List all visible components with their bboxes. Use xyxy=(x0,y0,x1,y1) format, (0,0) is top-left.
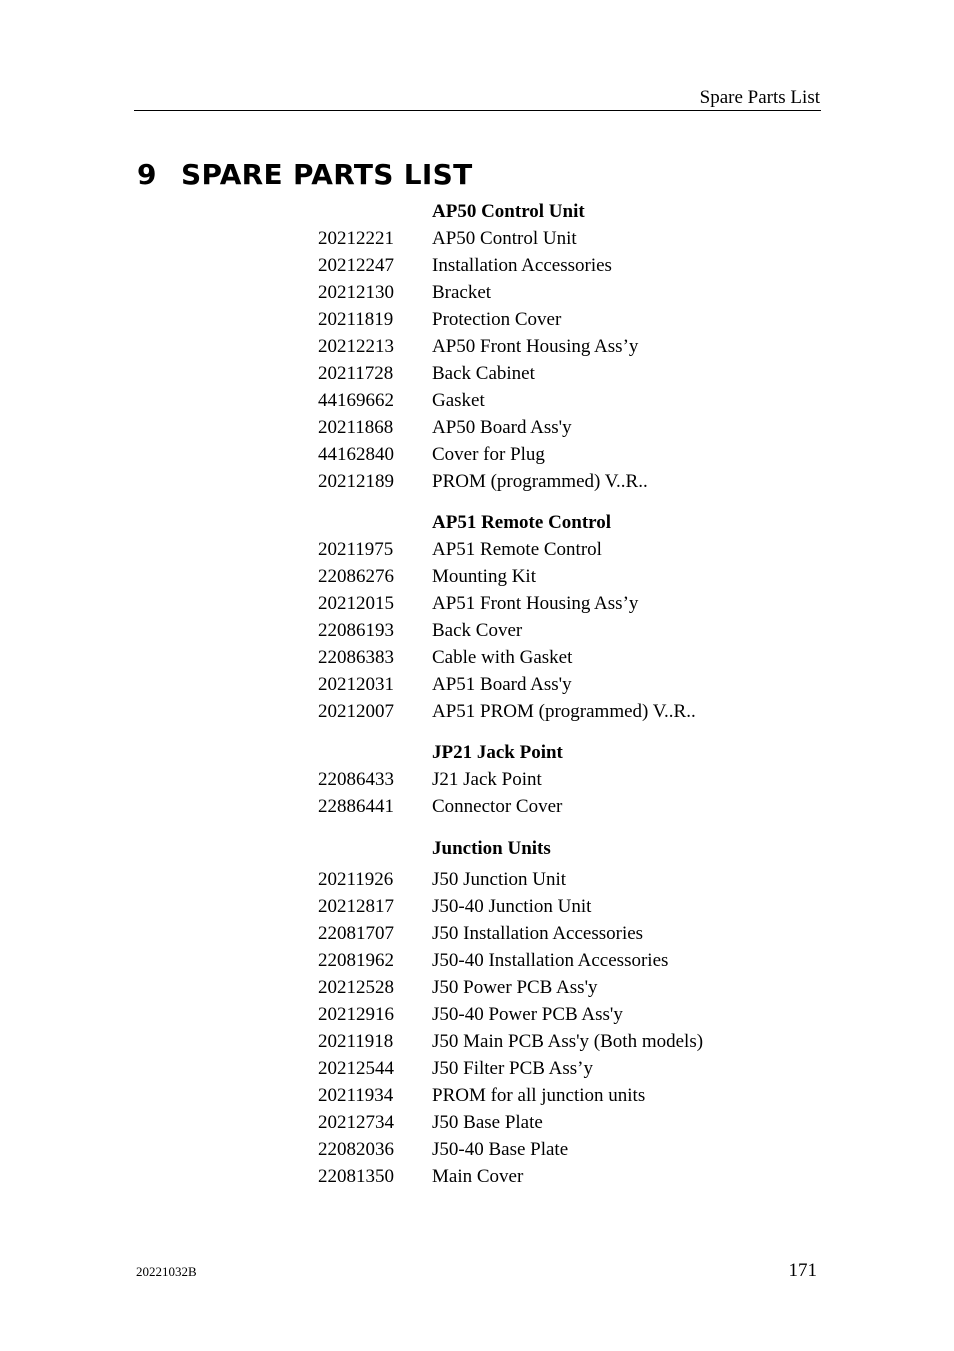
part-row xyxy=(0,565,954,589)
part-row xyxy=(0,646,954,670)
part-description: AP50 Front Housing Ass’y xyxy=(432,336,639,357)
part-row xyxy=(0,895,954,919)
part-row xyxy=(0,1084,954,1108)
part-description: J50 Main PCB Ass'y (Both models) xyxy=(432,1031,704,1052)
part-row xyxy=(0,949,954,973)
part-description: Cable with Gasket xyxy=(432,647,573,668)
part-row xyxy=(0,538,954,562)
section-title: JP21 Jack Point xyxy=(432,742,563,763)
part-description: Connector Cover xyxy=(432,796,563,817)
section-title: AP50 Control Unit xyxy=(432,201,585,222)
part-number: 22081962 xyxy=(318,950,394,971)
part-row xyxy=(0,673,954,697)
part-row xyxy=(0,308,954,332)
part-description: Gasket xyxy=(432,390,485,411)
section-title: Junction Units xyxy=(432,838,551,859)
part-row xyxy=(0,335,954,359)
part-number: 20212916 xyxy=(318,1004,394,1025)
part-number: 20212544 xyxy=(318,1058,394,1079)
part-number: 20212189 xyxy=(318,471,394,492)
part-description: Installation Accessories xyxy=(432,255,612,276)
part-number: 22086433 xyxy=(318,769,394,790)
part-number: 20211926 xyxy=(318,869,394,890)
part-row xyxy=(0,389,954,413)
part-description: PROM for all junction units xyxy=(432,1085,646,1106)
part-number: 20211819 xyxy=(318,309,394,330)
part-description: J50-40 Junction Unit xyxy=(432,896,592,917)
part-row xyxy=(0,416,954,440)
part-description: AP51 Front Housing Ass’y xyxy=(432,593,639,614)
chapter-title xyxy=(137,157,473,193)
part-row xyxy=(0,470,954,494)
part-row xyxy=(0,868,954,892)
section-title: AP51 Remote Control xyxy=(432,512,612,533)
part-number: 20212247 xyxy=(318,255,394,276)
part-row xyxy=(0,443,954,467)
part-number: 20212734 xyxy=(318,1112,394,1133)
part-number: 20211728 xyxy=(318,363,394,384)
part-number: 22081707 xyxy=(318,923,394,944)
part-number: 44169662 xyxy=(318,390,394,411)
part-number: 20212817 xyxy=(318,896,394,917)
part-number: 44162840 xyxy=(318,444,394,465)
part-description: J50-40 Power PCB Ass'y xyxy=(432,1004,623,1025)
part-number: 20212528 xyxy=(318,977,394,998)
part-row xyxy=(0,281,954,305)
footer-page-number: 171 xyxy=(788,1260,817,1281)
part-row xyxy=(0,1165,954,1189)
part-description: J50 Power PCB Ass'y xyxy=(432,977,598,998)
chapter-number: 9 xyxy=(137,158,157,191)
part-description: AP51 PROM (programmed) V..R.. xyxy=(432,701,696,722)
part-row xyxy=(0,254,954,278)
part-number: 20211918 xyxy=(318,1031,394,1052)
part-description: Back Cabinet xyxy=(432,363,535,384)
part-description: J50-40 Installation Accessories xyxy=(432,950,669,971)
part-number: 22086193 xyxy=(318,620,394,641)
part-number: 20212221 xyxy=(318,228,394,249)
part-row xyxy=(0,592,954,616)
part-row xyxy=(0,619,954,643)
part-number: 20211868 xyxy=(318,417,394,438)
part-row xyxy=(0,1138,954,1162)
part-number: 22086383 xyxy=(318,647,394,668)
part-number: 20212130 xyxy=(318,282,394,303)
part-description: AP51 Board Ass'y xyxy=(432,674,572,695)
part-description: Bracket xyxy=(432,282,492,303)
part-number: 20212015 xyxy=(318,593,394,614)
part-row xyxy=(0,700,954,724)
part-number: 20212213 xyxy=(318,336,394,357)
chapter-title-text: SPARE PARTS LIST xyxy=(181,158,473,191)
footer-document-number: 20221032B xyxy=(136,1264,197,1279)
part-number: 22086276 xyxy=(318,566,394,587)
part-row xyxy=(0,227,954,251)
part-row xyxy=(0,1057,954,1081)
part-number: 20211975 xyxy=(318,539,394,560)
part-number: 20211934 xyxy=(318,1085,394,1106)
running-header-title: Spare Parts List xyxy=(699,87,820,108)
part-description: J50-40 Base Plate xyxy=(432,1139,569,1160)
part-row xyxy=(0,922,954,946)
part-number: 22886441 xyxy=(318,796,394,817)
part-row xyxy=(0,976,954,1000)
part-description: AP51 Remote Control xyxy=(432,539,602,560)
part-row xyxy=(0,1030,954,1054)
part-number: 20212031 xyxy=(318,674,394,695)
part-description: J50 Junction Unit xyxy=(432,869,567,890)
header-rule xyxy=(134,110,821,111)
part-description: Main Cover xyxy=(432,1166,524,1187)
part-description: Cover for Plug xyxy=(432,444,545,465)
part-description: AP50 Control Unit xyxy=(432,228,577,249)
part-row xyxy=(0,1111,954,1135)
part-description: J21 Jack Point xyxy=(432,769,542,790)
part-description: J50 Filter PCB Ass’y xyxy=(432,1058,594,1079)
part-description: Back Cover xyxy=(432,620,523,641)
part-description: Protection Cover xyxy=(432,309,562,330)
part-description: PROM (programmed) V..R.. xyxy=(432,471,648,492)
part-row xyxy=(0,1003,954,1027)
part-row xyxy=(0,795,954,819)
part-number: 20212007 xyxy=(318,701,394,722)
part-description: AP50 Board Ass'y xyxy=(432,417,572,438)
part-description: J50 Base Plate xyxy=(432,1112,543,1133)
part-row xyxy=(0,362,954,386)
part-row xyxy=(0,768,954,792)
part-description: J50 Installation Accessories xyxy=(432,923,644,944)
part-description: Mounting Kit xyxy=(432,566,536,587)
part-number: 22081350 xyxy=(318,1166,394,1187)
part-number: 22082036 xyxy=(318,1139,394,1160)
